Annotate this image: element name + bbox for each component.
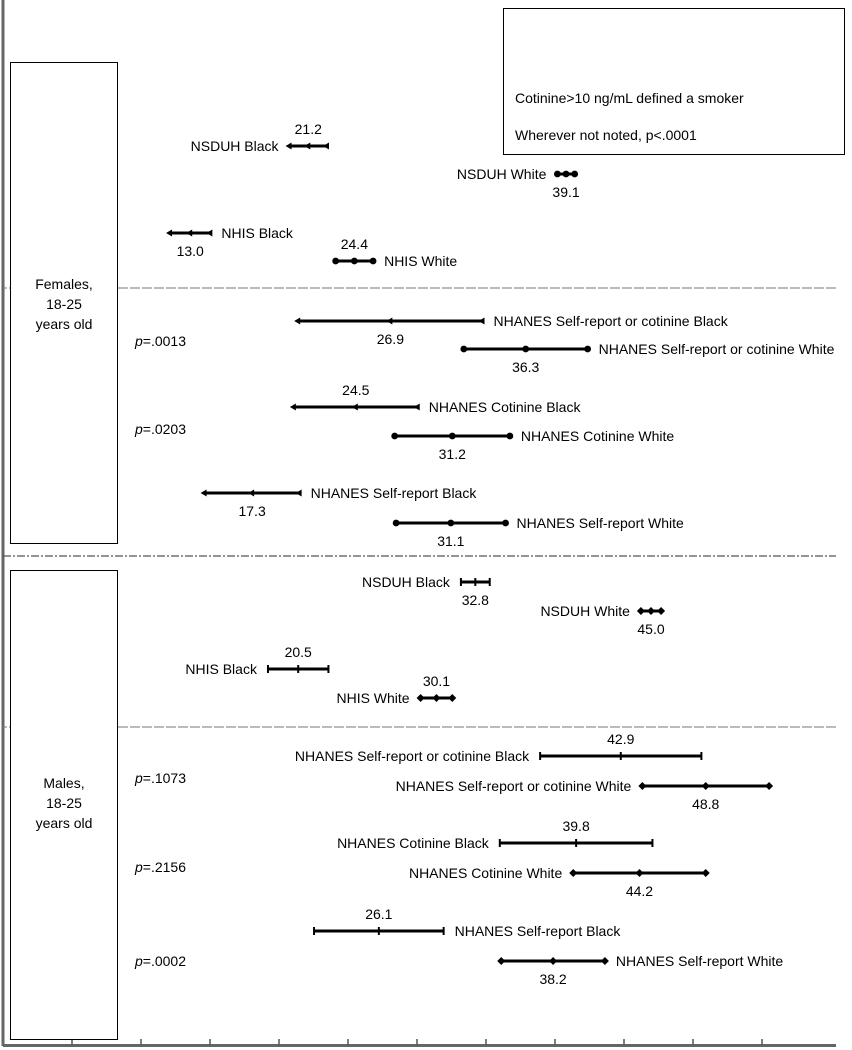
value-label: 39.8 [562,818,590,834]
marker-lower [637,607,645,615]
row-label: NHIS Black [185,661,257,677]
marker-upper [584,346,591,353]
marker-point [351,258,358,265]
ci-row [460,341,834,375]
marker-upper [414,404,420,411]
marker-point [563,171,570,178]
value-label: 44.2 [625,883,654,899]
ci-row [362,574,490,608]
ci-row [201,485,478,519]
value-label: 38.2 [539,971,567,987]
row-label: NHANES Cotinine White [408,865,563,881]
marker-lower [417,694,425,702]
p-value-label: p=.0013 [135,333,187,349]
row-label: NSDUH Black [190,138,279,154]
ci-row [396,778,773,812]
ci-row [336,673,456,706]
ci-row [457,166,580,200]
group-label-line: years old [35,316,93,332]
ci-row [393,515,684,549]
marker-upper [370,258,377,265]
p-value-label: p=.2156 [135,859,187,875]
marker-upper [448,694,456,702]
marker-lower [497,957,505,965]
group-label-box-females [10,62,118,544]
marker-lower [166,230,172,237]
row-label: NHIS Black [221,225,293,241]
group-label-box-males [10,570,118,1040]
marker-point [304,143,310,150]
marker-upper [502,520,509,527]
row-label: NHANES Self-report or cotinine White [598,341,835,357]
marker-upper [296,490,302,497]
marker-point [432,694,440,702]
notes-box [503,8,845,155]
marker-lower [638,782,646,790]
marker-point [549,957,557,965]
ci-row [295,731,701,764]
row-label: NHANES Self-report White [516,515,684,531]
marker-lower [332,258,339,265]
marker-point [386,318,392,325]
marker-upper [323,143,329,150]
value-label: 42.9 [607,731,635,747]
marker-lower [569,869,577,877]
ci-row [337,818,652,851]
marker-upper [506,433,513,440]
group-label-line: 18-25 [46,296,82,312]
ci-row [185,644,328,677]
marker-lower [460,346,467,353]
marker-lower [391,433,398,440]
row-label: NHANES Self-report White [615,953,784,969]
value-label: 31.2 [438,446,466,462]
row-label: NHIS White [336,690,410,706]
marker-upper [571,171,578,178]
value-label: 21.2 [294,121,322,137]
value-label: 26.1 [365,906,393,922]
value-label: 45.0 [637,621,665,637]
p-value-label: p=.1073 [135,770,187,786]
marker-upper [765,782,773,790]
p-value-label: p=.0002 [135,953,187,969]
value-label: 17.3 [238,503,266,519]
value-label: 32.8 [461,592,489,608]
row-label: NHANES Cotinine Black [337,835,489,851]
ci-row [314,906,621,939]
marker-upper [601,957,609,965]
marker-point [352,404,358,411]
row-label: NHANES Cotinine Black [428,399,581,415]
row-label: NHANES Self-report or cotinine White [395,778,632,794]
ci-row [540,603,665,637]
group-label-line: Females, [35,276,93,292]
marker-lower [554,171,561,178]
marker-point [449,433,456,440]
value-label: 26.9 [376,331,404,347]
marker-point [647,607,655,615]
note-cotinine-threshold: Cotinine>10 ng/mL defined a smoker [515,90,744,106]
value-label: 13.0 [176,243,204,259]
value-label: 36.3 [512,359,540,375]
row-label: NSDUH White [540,603,630,619]
value-label: 31.1 [437,533,465,549]
ci-row [409,865,710,899]
marker-lower [201,490,207,497]
row-label: NHANES Self-report or cotinine Black [294,748,530,764]
row-label: NHANES Self-report or cotinine Black [493,313,728,329]
marker-upper [206,230,212,237]
ci-row [191,121,329,154]
ci-row [332,236,457,269]
marker-upper [479,318,485,325]
value-label: 48.8 [692,796,720,812]
ci-row [290,382,582,415]
row-label: NHANES Self-report Black [454,923,621,939]
marker-lower [393,520,400,527]
marker-lower [290,404,296,411]
row-label: NHIS White [384,253,458,269]
marker-upper [657,607,665,615]
marker-point [447,520,454,527]
row-label: NHANES Cotinine White [520,428,675,444]
marker-lower [294,318,300,325]
marker-point [248,490,254,497]
value-label: 24.5 [342,382,370,398]
marker-point [635,869,643,877]
group-label-line: years old [35,815,93,831]
row-label: NSDUH Black [362,574,450,590]
value-label: 20.5 [284,644,312,660]
ci-row [166,225,294,259]
p-value-label: p=.0203 [135,421,187,437]
note-p-value-default: Wherever not noted, p<.0001 [515,127,697,143]
chart-marks [134,121,835,987]
marker-point [702,782,710,790]
group-label-line: 18-25 [46,795,82,811]
value-label: 24.4 [340,236,368,252]
group-label-line: Males, [43,775,85,791]
marker-lower [286,143,292,150]
ci-row [497,953,783,987]
row-label: NSDUH White [456,166,547,182]
marker-upper [702,869,710,877]
marker-point [522,346,529,353]
value-label: 39.1 [552,184,580,200]
value-label: 30.1 [422,673,451,689]
row-label: NHANES Self-report Black [310,485,477,501]
marker-point [186,230,192,237]
ci-row [391,428,674,462]
